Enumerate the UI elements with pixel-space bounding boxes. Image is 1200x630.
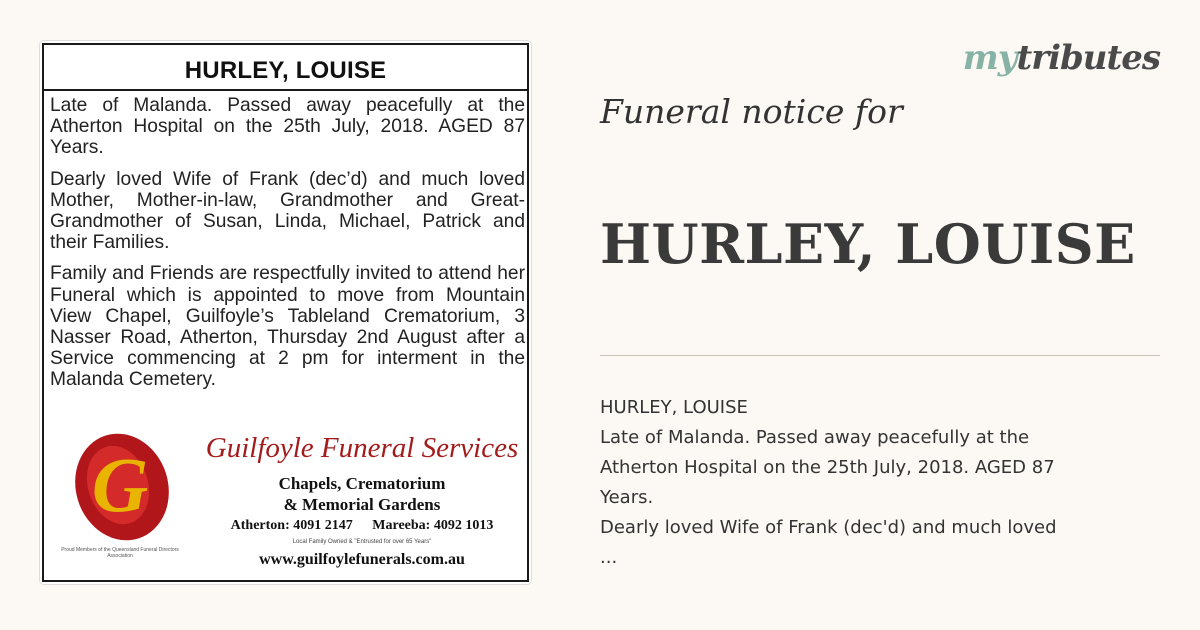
page-subtitle: Funeral notice for [600, 92, 903, 131]
notice-body [50, 95, 525, 401]
excerpt-line: Dearly loved Wife of Frank (dec'd) and much loved [600, 517, 1057, 538]
ad-phone-atherton: Atherton: 4091 2147 [230, 518, 353, 533]
notice-paragraph: Late of Malanda. Passed away peacefully at the Atherton Hospital on the 25th July, 2018. AGED 87 Years. [50, 95, 525, 159]
notice-image [40, 41, 531, 584]
excerpt-line: Atherton Hospital on the 25th July, 2018. AGED 87 [600, 457, 1055, 478]
notice-paragraph: Dearly loved Wife of Frank (dec’d) and much loved Mother, Mother-in-law, Grandmother and Great-Grandmother of Susan, Linda, Michael, Patrick and their Families. [50, 168, 525, 254]
divider [600, 355, 1160, 356]
notice-heading: HURLEY, LOUISE [184, 57, 387, 84]
guilfoyle-logo-icon [62, 425, 182, 555]
notice-divider [44, 89, 527, 91]
ad-phones [194, 518, 530, 534]
excerpt-line: Years. [600, 487, 654, 508]
ad-phone-mareeba: Mareeba: 4092 1013 [372, 518, 494, 533]
ad-services-line: & Memorial Gardens [283, 495, 441, 514]
logo-my: my [962, 38, 1017, 78]
ad-services [202, 473, 522, 515]
notice-excerpt [600, 393, 1120, 573]
page-title: HURLEY, LOUISE [600, 212, 1136, 276]
excerpt-line: Late of Malanda. Passed away peacefully at the [600, 427, 1030, 448]
ad-tagline: Local Family Owned & "Entrusted for over 65 Years" [292, 539, 432, 545]
notice-frame [42, 43, 529, 582]
ad-member-note: Proud Members of the Queensland Funeral Directors Association [61, 547, 179, 559]
notice-paragraph: Family and Friends are respectfully invited to attend her Funeral which is appointed to move from Mountain View Chapel, Guilfoyle’s Tableland Crematorium, 3 Nasser Road, Atherton, Thursday 2nd August after a Service commencing at 2 pm for interment in the Malanda Cemetery. [50, 263, 525, 391]
excerpt-ellipsis: ... [600, 547, 618, 568]
excerpt-line: HURLEY, LOUISE [600, 397, 748, 418]
ad-company-name: Guilfoyle Funeral Services [205, 432, 519, 464]
ad-website: www.guilfoylefunerals.com.au [259, 551, 465, 568]
logo-tributes: tributes [1016, 38, 1160, 78]
ad-services-line: Chapels, Crematorium [278, 474, 446, 493]
logo-letter: G [91, 441, 149, 528]
mytributes-logo[interactable] [963, 38, 1160, 78]
